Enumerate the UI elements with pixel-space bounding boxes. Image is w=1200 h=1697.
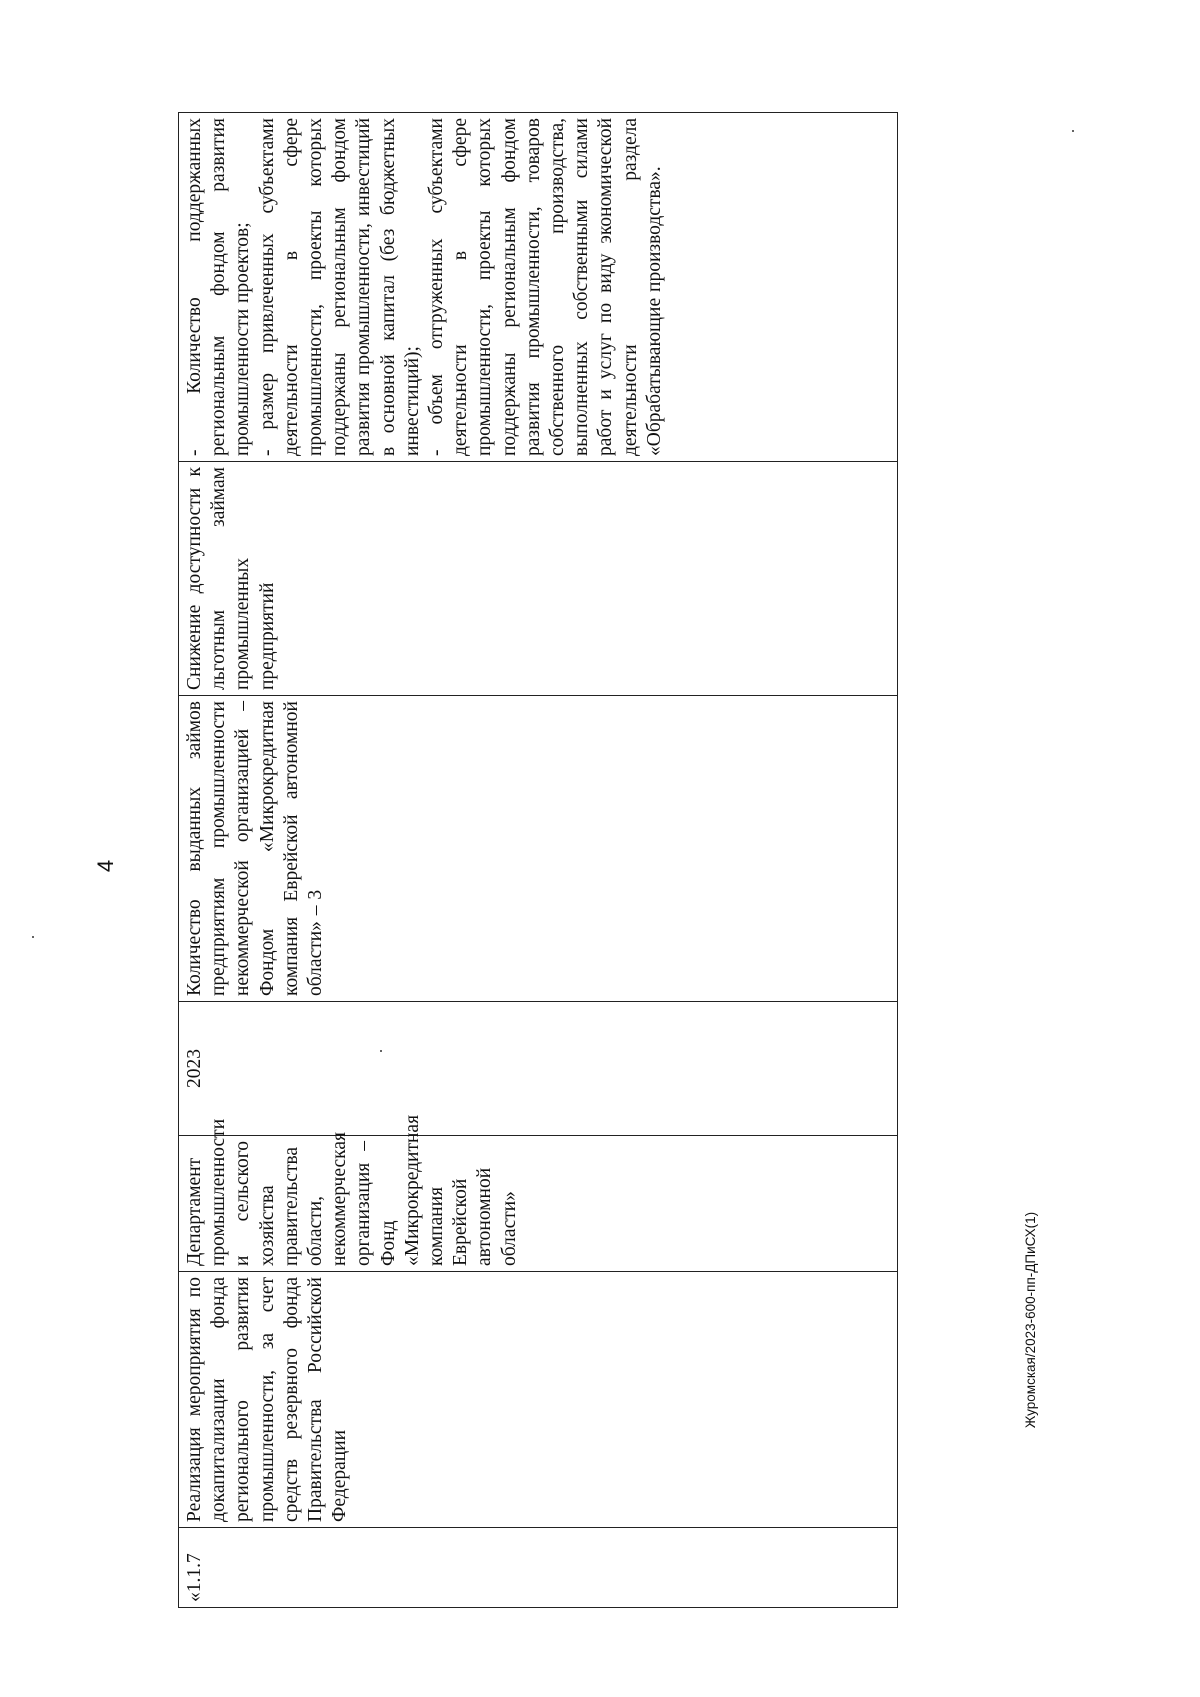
page-number: 4 bbox=[93, 859, 118, 873]
risk-consequence: Снижение доступности к льготным займам промышленных предприятий bbox=[184, 467, 278, 690]
year-cell bbox=[179, 1002, 898, 1136]
indicators-cell bbox=[179, 113, 898, 462]
measures-table bbox=[178, 112, 898, 1608]
row-number-cell bbox=[179, 1528, 898, 1608]
scan-speck bbox=[380, 1050, 382, 1052]
scan-speck bbox=[32, 936, 34, 938]
document-code: Журомская/2023-600-пп-ДПиСХ(1) bbox=[1023, 1211, 1038, 1429]
risk-cell bbox=[179, 462, 898, 696]
year: 2023 bbox=[184, 1049, 205, 1088]
row-number: «1.1.7 bbox=[184, 1553, 205, 1602]
rotated-table-frame bbox=[178, 112, 898, 1608]
executor: Департамент промышленности и сельского хозяйства правительства области, некоммерческая организация – Фонд «Микрокредитная компания Еврейской автономной области» bbox=[184, 1114, 520, 1266]
measure-name: Реализация мероприятия по докапитализации фонда регионального развития промышленности, за счет средств резервного фонда Правительства Российской Федерации bbox=[184, 1277, 351, 1522]
scan-speck bbox=[1072, 130, 1074, 132]
measure-name-cell bbox=[179, 1272, 898, 1528]
executor-cell bbox=[179, 1114, 898, 1272]
expected-result: Количество выданных займов предприятиям промышленности некоммерческой организацией – Фондом «Микрокредитная компания Еврейской автономной области» – 3 bbox=[184, 701, 327, 996]
expected-result-cell bbox=[179, 696, 898, 1002]
table-row bbox=[179, 113, 898, 1608]
indicators: - Количество поддержанных региональным фондом развития промышленности проектов; - размер привлеченных субъектами деятельности в сфере промышленности, проекты которых поддержаны региональным фондом развития промышленности, инвестиций в основной капитал (без бюджетных инвестиций); - объем отгруженных субъектами деятельности в сфере промышленности, проекты которых поддержаны региональным фондом развития промышленности, товаров собственного производства, выполненных собственными силами работ и услуг по виду экономической деятельности раздела «Обрабатывающие производства». bbox=[184, 118, 665, 456]
